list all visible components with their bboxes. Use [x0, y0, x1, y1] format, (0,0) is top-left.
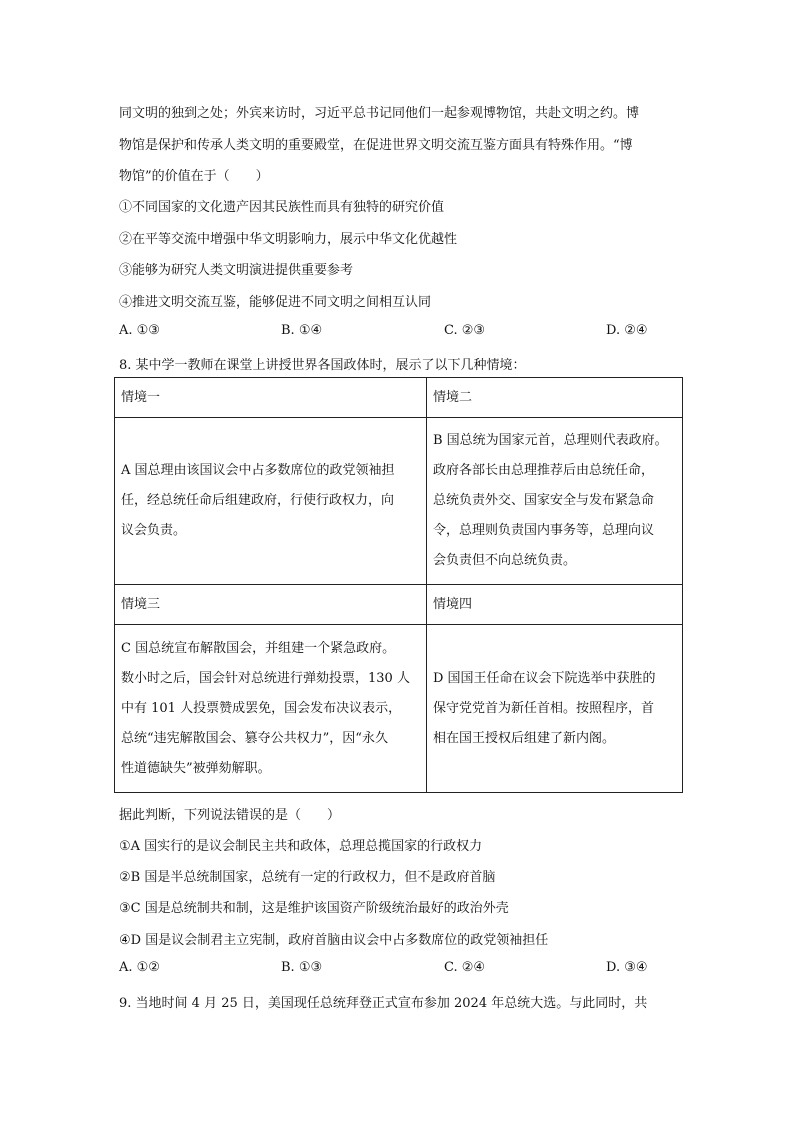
intro-line-3: 物馆”的价值在于（ ）	[119, 169, 269, 184]
intro-line-2: 物馆是保护和传承人类文明的重要殿堂，在促进世界文明交流互鉴方面具有特殊作用。“博	[119, 138, 633, 153]
scenario-4-header: 情境四	[427, 585, 683, 625]
scenario-2-header: 情境二	[427, 378, 683, 418]
scenario-2-text: B 国总统为国家元首，总理则代表政府。 政府各部长由总理推荐后由总统任命， 总统负责外交、国家安全与发布紧急命 令，总理则负责国内事务等，总理向议 会负责但不向总统负责。	[427, 418, 683, 585]
q8-option-a: A. ①②	[119, 960, 160, 975]
q7-option-c: C. ②③	[444, 323, 486, 338]
q8-statement-3: ③C 国是总统制共和制，这是维护该国资产阶级统治最好的政治外壳	[119, 901, 509, 916]
q8-statement-1: ①A 国实行的是议会制民主共和政体，总理总揽国家的行政权力	[119, 839, 483, 854]
q8-stem: 8. 某中学一教师在课堂上讲授世界各国政体时，展示了以下几种情境：	[119, 358, 526, 373]
scenario-1-text: A 国总理由该国议会中占多数席位的政党领袖担 任，经总统任命后组建政府，行使行政权力，向 议会负责。	[115, 418, 427, 585]
q7-option-b: B. ①④	[281, 323, 323, 338]
q7-option-d: D. ②④	[606, 323, 648, 338]
q7-statement-1: ①不同国家的文化遗产因其民族性而具有独特的研究价值	[119, 200, 445, 215]
scenario-table	[114, 377, 683, 793]
q8-statement-4: ④D 国是议会制君主立宪制，政府首脑由议会中占多数席位的政党领袖担任	[119, 933, 549, 948]
intro-line-1: 同文明的独到之处；外宾来访时，习近平总书记同他们一起参观博物馆，共赴文明之约。博	[119, 106, 640, 121]
q9-stem: 9. 当地时间 4 月 25 日，美国现任总统拜登正式宣布参加 2024 年总统大选。与此同时，共	[119, 996, 648, 1011]
q7-statement-4: ④推进文明交流互鉴，能够促进不同文明之间相互认同	[119, 295, 432, 310]
q8-option-b: B. ①③	[281, 960, 323, 975]
scenario-3-text: C 国总统宣布解散国会，并组建一个紧急政府。 数小时之后，国会针对总统进行弹劾投票，130 人 中有 101 人投票赞成罢免，国会发布决议表示， 总统“违宪解散国会、篡夺公共权力”，因“永久 性道德缺失”被弹劾解职。	[115, 625, 427, 793]
q8-question: 据此判断，下列说法错误的是（ ）	[119, 808, 341, 823]
q8-option-c: C. ②④	[444, 960, 486, 975]
q8-option-d: D. ③④	[606, 960, 648, 975]
q7-statement-3: ③能够为研究人类文明演进提供重要参考	[119, 263, 354, 278]
q8-statement-2: ②B 国是半总统制国家，总统有一定的行政权力，但不是政府首脑	[119, 870, 496, 885]
scenario-3-header: 情境三	[115, 585, 427, 625]
scenario-1-header: 情境一	[115, 378, 427, 418]
q7-statement-2: ②在平等交流中增强中华文明影响力，展示中华文化优越性	[119, 232, 458, 247]
scenario-4-text: D 国国王任命在议会下院选举中获胜的 保守党党首为新任首相。按照程序，首 相在国王授权后组建了新内阁。	[427, 625, 683, 793]
q7-option-a: A. ①③	[119, 323, 160, 338]
